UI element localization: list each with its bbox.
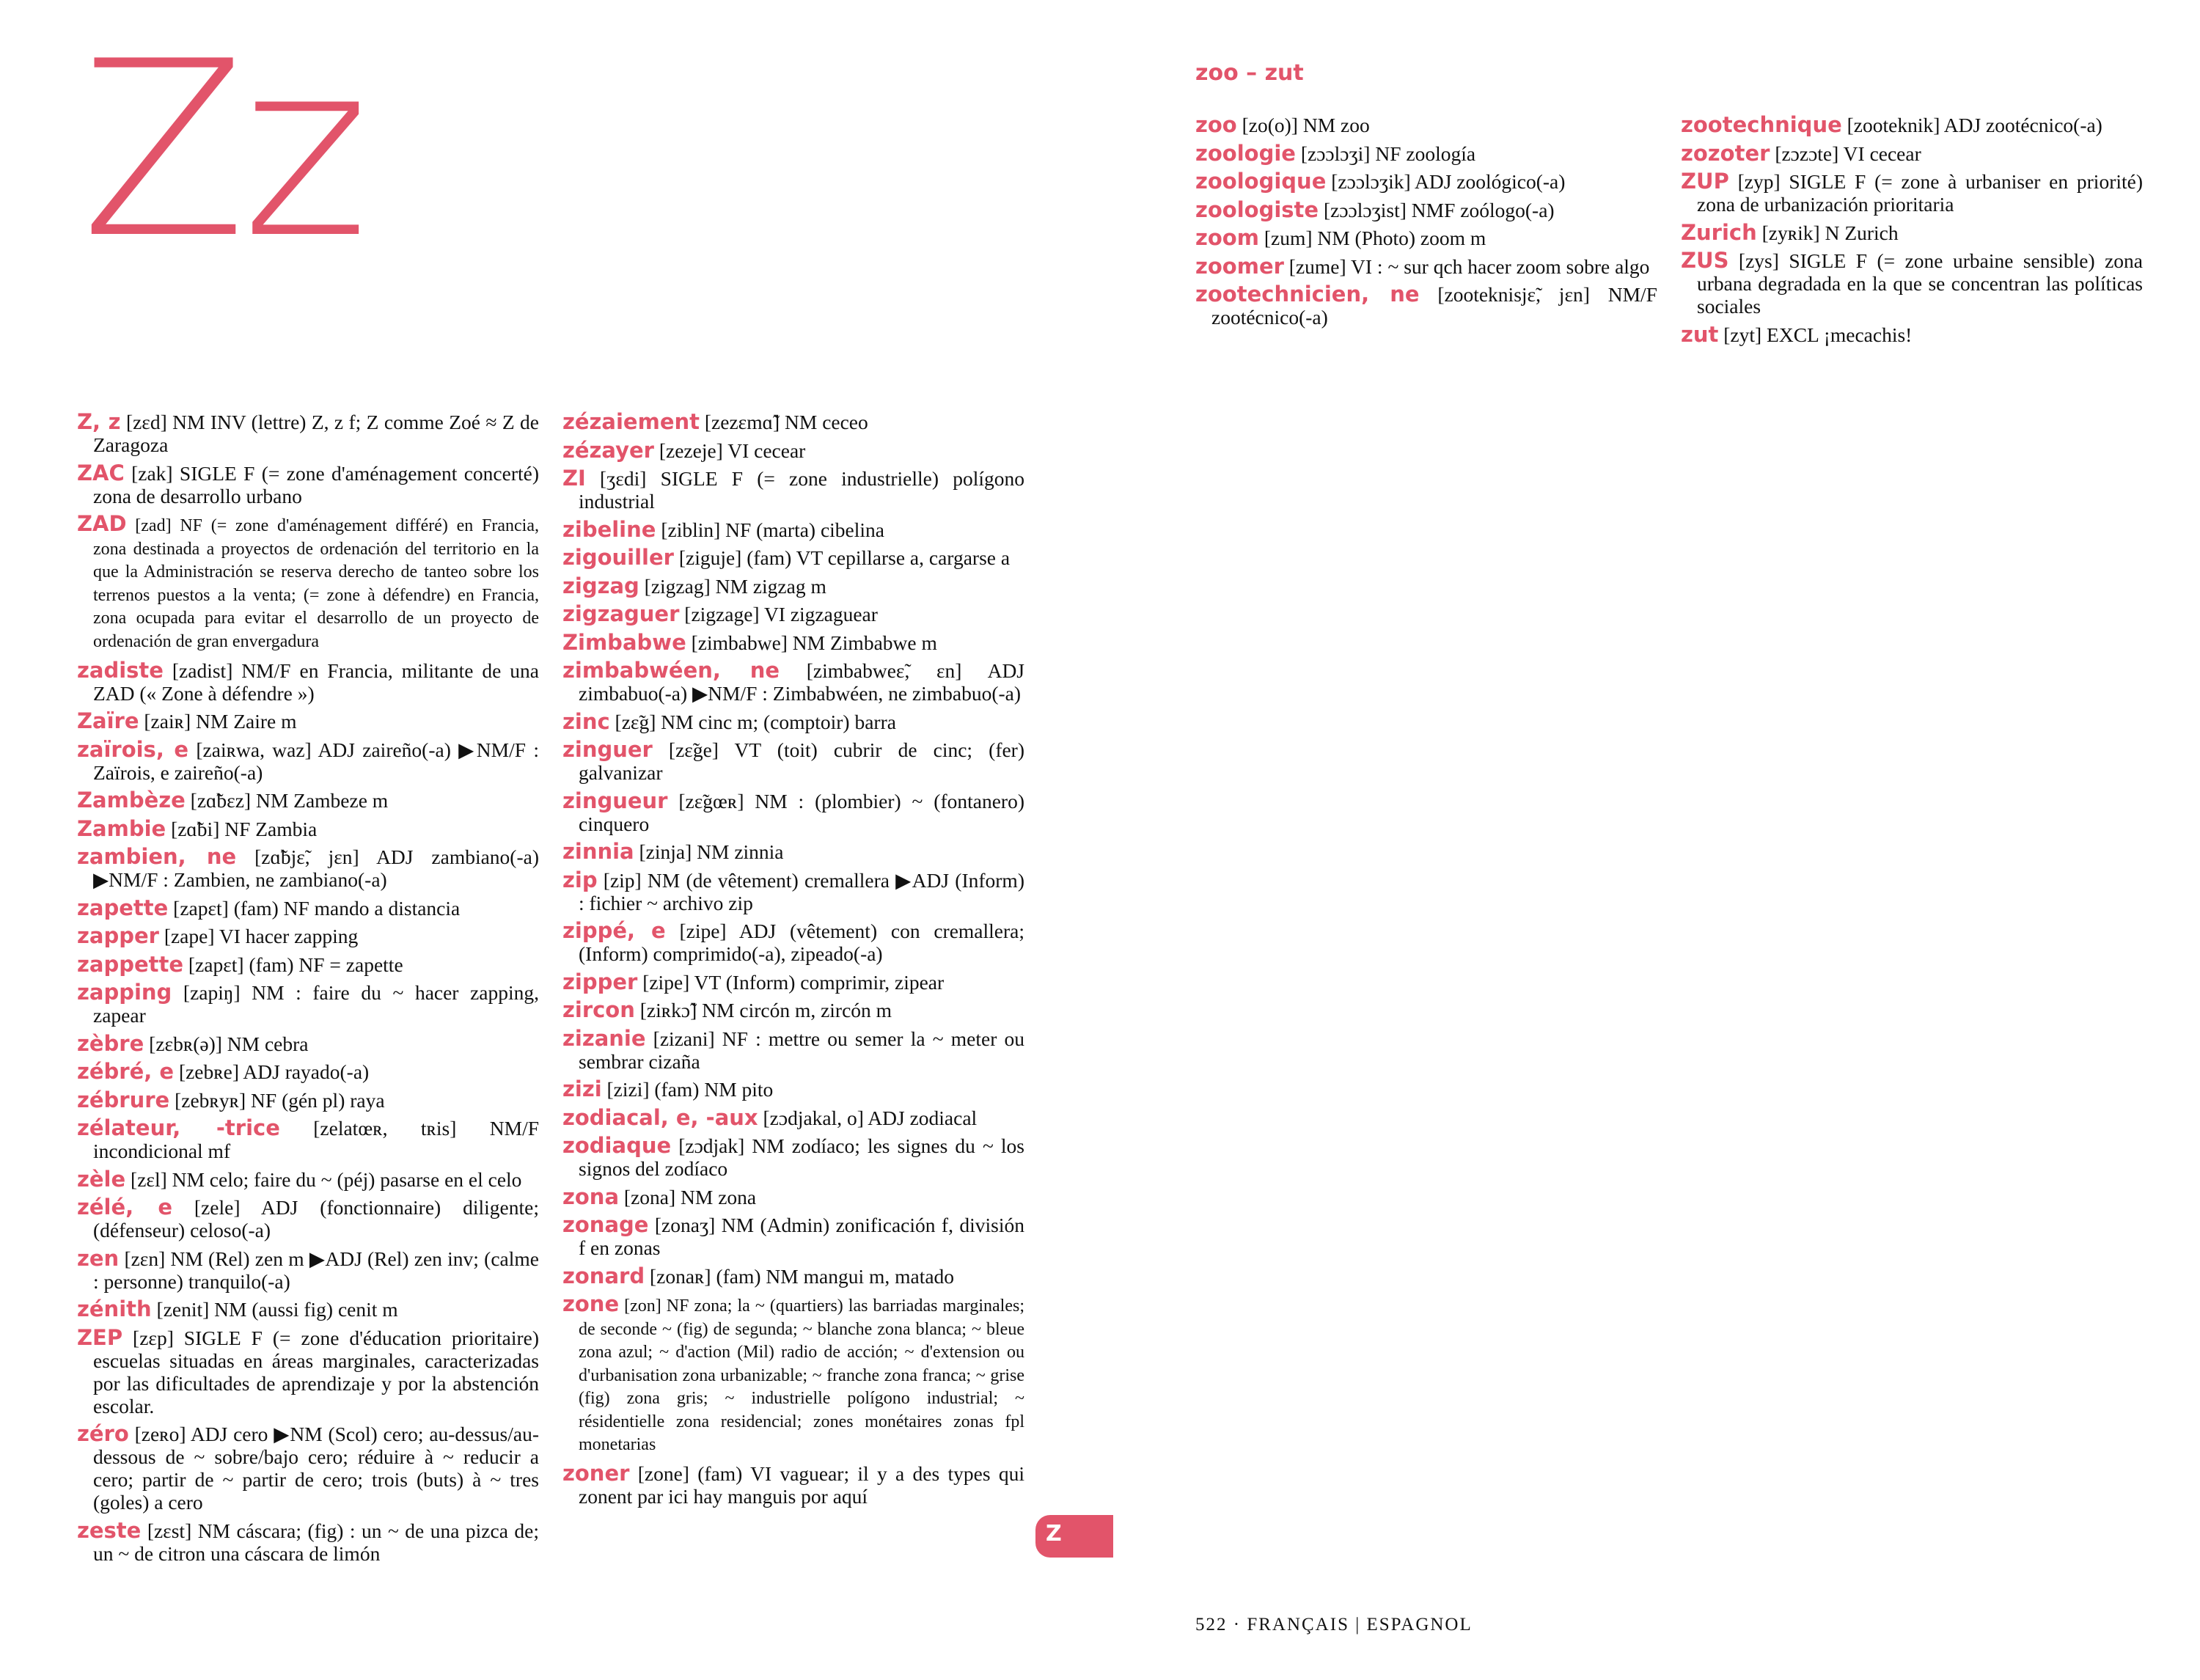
dictionary-entry xyxy=(77,845,539,891)
entry-body: [zak] SIGLE F (= zone d'aménagement concerté) zona de desarrollo urbano xyxy=(93,461,539,507)
entry-headword: zèbre xyxy=(77,1030,144,1056)
entry-body: [zɑ̃bi] NF Zambia xyxy=(166,817,318,840)
dictionary-entry xyxy=(77,411,539,456)
entry-body: [zimbabwe] NM Zimbabwe m xyxy=(686,631,937,654)
dictionary-entry xyxy=(77,1298,539,1321)
entry-body: [zɛbʀ(ə)] NM cebra xyxy=(144,1032,309,1055)
dictionary-entry xyxy=(562,920,1024,965)
entry-body: [zɔɔlɔʒist] NMF zoólogo(-a) xyxy=(1319,198,1555,221)
entry-body: [zon] NF zona; la ~ (quartiers) las barriadas marginales; de seconde ~ (fig) de segunda; ~ blanche zona blanca; ~ bleue zona azul; ~ d'action (Mil) radio de acción; ~ d'extension ou d'urbanisation zona urbanizable; ~ franche zona franca; ~ grise (fig) zona gris; ~ industrielle polígono industrial; ~ résidentielle zona residencial; zones monétaires zonas fpl monetarias xyxy=(579,1296,1024,1454)
entry-body: [zaiʀwa, waz] ADJ zaireño(-a) ▶NM/F : Zaïrois, e zaireño(-a) xyxy=(93,738,539,784)
dictionary-entry xyxy=(77,1117,539,1162)
entry-body: [zɔdjakal, o] ADJ zodiacal xyxy=(758,1106,978,1129)
entry-headword: zigouiller xyxy=(562,545,674,570)
entry-body: [zɛ̃g] NM cinc m; (comptoir) barra xyxy=(609,710,896,733)
entry-headword: zizi xyxy=(562,1076,602,1101)
dictionary-entry xyxy=(77,1060,539,1083)
entry-body: [zooteknik] ADJ zootécnico(-a) xyxy=(1841,114,2102,136)
dictionary-entry xyxy=(77,1196,539,1241)
entry-body: [zeʀo] ADJ cero ▶NM (Scol) cero; au-dessus/au-dessous de ~ sobre/bajo cero; réduire à ~ reducir a cero; partir de ~ partir de cero; trois (buts) à ~ tres (goles) a cero xyxy=(93,1423,539,1514)
entry-headword: zootechnicien, ne xyxy=(1195,282,1420,307)
dictionary-entry xyxy=(1195,170,1657,193)
column-3 xyxy=(1195,114,1657,334)
dictionary-entry xyxy=(77,462,539,507)
dictionary-entry xyxy=(1681,323,2143,346)
entry-body: [zadist] NM/F en Francia, militante de una ZAD (« Zone à défendre ») xyxy=(93,659,539,705)
dictionary-entry xyxy=(1681,249,2143,318)
entry-headword: Zambie xyxy=(77,815,166,841)
dictionary-entry xyxy=(77,1247,539,1293)
entry-headword: zingueur xyxy=(562,788,668,813)
entry-headword: zapping xyxy=(77,980,172,1005)
dictionary-entry xyxy=(1195,114,1657,136)
entry-headword: zinnia xyxy=(562,839,634,864)
entry-body: [zebʀyʀ] NF (gén pl) raya xyxy=(169,1088,385,1112)
entry-headword: zigzag xyxy=(562,573,639,598)
dictionary-entry xyxy=(562,467,1024,513)
dictionary-entry xyxy=(77,1032,539,1055)
entry-headword: zoologiste xyxy=(1195,197,1319,222)
dictionary-entry xyxy=(1681,170,2143,216)
entry-headword: zizanie xyxy=(562,1025,646,1051)
entry-headword: zoo xyxy=(1195,112,1237,137)
entry-headword: zinguer xyxy=(562,737,653,762)
entry-headword: zoologique xyxy=(1195,169,1327,194)
thumb-index-letter: Z xyxy=(1046,1521,1062,1547)
entry-body: [zad] NF (= zone d'aménagement différé) en Francia, zona destinada a proyectos de ordenación del territorio en la que la Administración se reserva derecho de tanteo sobre los terrenos puestos a la venta; (= zone à défendre) en Francia, zona ocupada para evitar el desarrollo de un proyecto de ordenación de gran envergadura xyxy=(93,516,539,651)
entry-headword: ZUS xyxy=(1681,248,1729,273)
entry-headword: zootechnique xyxy=(1681,112,1842,137)
dictionary-entry xyxy=(562,738,1024,784)
dictionary-entry xyxy=(1195,283,1657,329)
dictionary-entry xyxy=(1681,142,2143,165)
entry-headword: zoomer xyxy=(1195,253,1284,279)
entry-headword: zip xyxy=(562,867,598,892)
entry-headword: zircon xyxy=(562,997,635,1022)
entry-headword: zoner xyxy=(562,1461,630,1486)
dictionary-entry xyxy=(562,790,1024,835)
dictionary-entry xyxy=(562,840,1024,863)
entry-headword: zambien, ne xyxy=(77,844,237,869)
entry-body: [zɛ̃ge] VT (toit) cubrir de cinc; (fer) galvanizar xyxy=(579,738,1024,784)
dictionary-entry xyxy=(77,1519,539,1565)
entry-body: [zimbabweɛ̃, ɛn] ADJ zimbabuo(-a) ▶NM/F : Zimbabwéen, ne zimbabuo(-a) xyxy=(579,659,1025,705)
entry-headword: zibeline xyxy=(562,516,656,542)
entry-headword: zézaiement xyxy=(562,409,700,434)
entry-body: [zigzage] VI zigzaguear xyxy=(679,603,878,626)
dictionary-entry xyxy=(77,789,539,812)
dictionary-entry xyxy=(562,439,1024,462)
dictionary-entry xyxy=(77,981,539,1027)
entry-headword: ZEP xyxy=(77,1324,123,1350)
entry-headword: zodiacal, e, -aux xyxy=(562,1104,758,1130)
column-1 xyxy=(77,411,539,1570)
dictionary-entry xyxy=(77,1423,539,1514)
dictionary-entry xyxy=(77,897,539,920)
entry-body: [zɔzɔte] VI cecear xyxy=(1770,142,1921,165)
entry-headword: zonage xyxy=(562,1212,649,1237)
dictionary-entry xyxy=(562,1186,1024,1208)
entry-body: [zape] VI hacer zapping xyxy=(158,925,359,947)
entry-body: [ziguje] (fam) VT cepillarse a, cargarse a xyxy=(673,546,1011,569)
entry-headword: ZAD xyxy=(77,511,127,536)
entry-headword: zeste xyxy=(77,1517,142,1543)
dictionary-entry xyxy=(562,1078,1024,1101)
entry-headword: zélateur, -trice xyxy=(77,1115,280,1140)
entry-headword: zona xyxy=(562,1184,620,1209)
entry-body: [zenit] NM (aussi fig) cenit m xyxy=(151,1298,398,1321)
dictionary-entry xyxy=(562,518,1024,541)
entry-body: [zɛn] NM (Rel) zen m ▶ADJ (Rel) zen inv; (calme : personne) tranquilo(-a) xyxy=(93,1247,539,1293)
dictionary-entry xyxy=(562,575,1024,598)
entry-headword: zoologie xyxy=(1195,140,1296,166)
entry-body: [zele] ADJ (fonctionnaire) diligente; (défenseur) celoso(-a) xyxy=(93,1196,539,1241)
entry-body: [zona] NM zona xyxy=(619,1185,757,1208)
entry-headword: zapper xyxy=(77,923,159,948)
entry-headword: zébrure xyxy=(77,1087,170,1112)
column-4 xyxy=(1681,114,2143,351)
dictionary-entry xyxy=(562,411,1024,433)
entry-headword: zipper xyxy=(562,969,638,994)
entry-headword: zut xyxy=(1681,321,1719,347)
dictionary-entry xyxy=(77,738,539,784)
entry-body: [zɔdjak] NM zodíaco; les signes du ~ los signos del zodíaco xyxy=(579,1134,1024,1180)
entry-body: [zɔɔlɔʒik] ADJ zoológico(-a) xyxy=(1326,170,1566,193)
entry-body: [zapiŋ] NM : faire du ~ hacer zapping, zapear xyxy=(93,981,539,1027)
entry-headword: zénith xyxy=(77,1296,152,1321)
dictionary-entry xyxy=(77,1089,539,1112)
entry-body: [zum] NM (Photo) zoom m xyxy=(1258,227,1486,249)
running-head: zoo – zut xyxy=(1195,60,1304,86)
entry-headword: zone xyxy=(562,1291,620,1316)
entry-headword: Zimbabwe xyxy=(562,629,686,655)
dictionary-entry xyxy=(562,1104,1024,1130)
entry-headword: zoom xyxy=(1195,225,1259,250)
entry-headword: zélé, e xyxy=(77,1195,172,1219)
entry-body: [zapɛt] (fam) NF mando a distancia xyxy=(168,896,461,920)
entry-body: [zɛp] SIGLE F (= zone d'éducation prioritaire) escuelas situadas en áreas marginales, caracterizadas por las dificultades de aprendizaje y por la abstención escolar. xyxy=(93,1326,539,1417)
entry-body: [zip] NM (de vêtement) cremallera ▶ADJ (Inform) : fichier ~ archivo zip xyxy=(579,868,1024,914)
entry-headword: zodiaque xyxy=(562,1133,672,1158)
dictionary-entry xyxy=(562,631,1024,654)
entry-body: [zezɛmɑ̃] NM ceceo xyxy=(700,411,868,433)
entry-headword: zappette xyxy=(77,951,184,977)
section-letter: Zz xyxy=(81,10,365,291)
entry-body: [zezeje] VI cecear xyxy=(653,439,806,462)
entry-headword: zozoter xyxy=(1681,140,1770,166)
dictionary-entry xyxy=(77,659,539,705)
entry-body: [zyt] EXCL ¡mecachis! xyxy=(1718,323,1913,346)
dictionary-entry xyxy=(77,953,539,976)
entry-body: [zone] (fam) VI vaguear; il y a des types qui zonent par ici hay manguis por aquí xyxy=(579,1462,1024,1508)
entry-headword: zippé, e xyxy=(562,918,666,943)
dictionary-entry xyxy=(562,1462,1024,1508)
entry-body: [ziʀkɔ̃] NM circón m, zircón m xyxy=(634,999,892,1021)
dictionary-entry xyxy=(77,1168,539,1191)
dictionary-entry xyxy=(562,971,1024,994)
dictionary-entry xyxy=(1681,114,2143,136)
entry-body: [zɔɔlɔʒi] NF zoología xyxy=(1295,142,1476,165)
entry-headword: zézayer xyxy=(562,437,654,463)
entry-headword: Z, z xyxy=(77,409,121,434)
entry-headword: zapette xyxy=(77,895,169,920)
dictionary-entry xyxy=(77,925,539,947)
entry-body: [zɛl] NM celo; faire du ~ (péj) pasarse en el celo xyxy=(125,1167,522,1191)
entry-body: [zonaʀ] (fam) NM mangui m, matado xyxy=(645,1264,955,1288)
entry-headword: zèle xyxy=(77,1166,126,1192)
entry-body: [zooteknisjɛ̃, jɛn] NM/F zootécnico(-a) xyxy=(1211,283,1657,329)
entry-body: [zigzag] NM zigzag m xyxy=(639,574,826,598)
entry-headword: zen xyxy=(77,1245,120,1271)
entry-headword: zéro xyxy=(77,1421,129,1446)
entry-headword: zinc xyxy=(562,708,610,734)
dictionary-entry xyxy=(562,708,1024,734)
dictionary-entry xyxy=(562,999,1024,1021)
entry-body: [zinja] NM zinnia xyxy=(634,840,784,863)
entry-body: [zipe] VT (Inform) comprimir, zipear xyxy=(637,970,945,994)
dictionary-entry xyxy=(77,815,539,841)
entry-body: [zo(o)] NM zoo xyxy=(1236,114,1370,136)
dictionary-entry xyxy=(1195,255,1657,278)
entry-body: [zyʀik] N Zurich xyxy=(1756,221,1899,244)
dictionary-entry xyxy=(77,1324,539,1417)
entry-body: [zelatœʀ, tʀis] NM/F incondicional mf xyxy=(93,1117,539,1162)
entry-body: [zipe] ADJ (vêtement) con cremallera; (Inform) comprimido(-a), zipeado(-a) xyxy=(579,920,1024,965)
entry-body: [zɑ̃bɛz] NM Zambeze m xyxy=(185,789,389,812)
entry-headword: ZI xyxy=(562,466,586,491)
entry-headword: zonard xyxy=(562,1263,645,1288)
entry-body: [zys] SIGLE F (= zone urbaine sensible) zona urbana degradada en la que se concentran las políticas sociales xyxy=(1697,249,2143,318)
dictionary-entry xyxy=(562,546,1024,569)
dictionary-entry xyxy=(562,1214,1024,1259)
dictionary-entry xyxy=(77,513,539,653)
entry-headword: Zambèze xyxy=(77,788,186,813)
dictionary-entry xyxy=(1681,221,2143,244)
entry-body: [zaiʀ] NM Zaire m xyxy=(139,710,297,733)
dictionary-entry xyxy=(562,1293,1024,1457)
entry-body: [zizani] NF : mettre ou semer la ~ meter ou sembrar cizaña xyxy=(579,1027,1024,1073)
entry-body: [zɛst] NM cáscara; (fig) : un ~ de una pizca de; un ~ de citron una cáscara de limón xyxy=(93,1519,539,1565)
dictionary-entry xyxy=(1195,199,1657,221)
entry-headword: zadiste xyxy=(77,657,164,683)
entry-headword: ZUP xyxy=(1681,169,1729,194)
entry-body: [zebʀe] ADJ rayado(-a) xyxy=(174,1060,370,1083)
entry-body: [ʒɛdi] SIGLE F (= zone industrielle) polígono industrial xyxy=(579,467,1024,513)
entry-body: [zyp] SIGLE F (= zone à urbaniser en priorité) zona de urbanización prioritaria xyxy=(1697,170,2143,216)
dictionary-entry xyxy=(562,1265,1024,1288)
entry-headword: ZAC xyxy=(77,460,125,485)
entry-headword: zimbabwéen, ne xyxy=(562,658,780,683)
entry-body: [zapɛt] (fam) NF = zapette xyxy=(183,953,403,976)
thumb-index-tab xyxy=(1035,1515,1113,1558)
entry-headword: Zurich xyxy=(1681,219,1757,245)
entry-body: [zonaʒ] NM (Admin) zonificación f, división f en zonas xyxy=(579,1214,1024,1259)
entry-body: [zizi] (fam) NM pito xyxy=(601,1078,774,1101)
entry-body: [zɛ̃gœʀ] NM : (plombier) ~ (fontanero) cinquero xyxy=(579,789,1024,835)
entry-headword: Zaïre xyxy=(77,708,139,733)
entry-body: [zɛd] NM INV (lettre) Z, z f; Z comme Zoé ≈ Z de Zaragoza xyxy=(93,411,539,456)
entry-body: [zɑ̃bjɛ̃, jɛn] ADJ zambiano(-a) ▶NM/F : Zambien, ne zambiano(-a) xyxy=(93,845,539,891)
entry-body: [zume] VI : ~ sur qch hacer zoom sobre algo xyxy=(1283,254,1650,278)
page-footer: 522 · FRANÇAIS | ESPAGNOL xyxy=(1195,1615,1473,1635)
dictionary-entry xyxy=(562,659,1024,705)
column-2 xyxy=(562,411,1024,1514)
entry-headword: zébré, e xyxy=(77,1059,175,1084)
entry-headword: zigzaguer xyxy=(562,601,680,626)
dictionary-entry xyxy=(562,603,1024,626)
dictionary-entry xyxy=(562,1134,1024,1180)
entry-body: [ziblin] NF (marta) cibelina xyxy=(656,518,885,541)
dictionary-entry xyxy=(1195,142,1657,165)
dictionary-entry xyxy=(562,869,1024,914)
dictionary-entry xyxy=(77,710,539,733)
dictionary-entry xyxy=(1195,227,1657,249)
entry-headword: zaïrois, e xyxy=(77,736,189,762)
dictionary-entry xyxy=(562,1027,1024,1073)
